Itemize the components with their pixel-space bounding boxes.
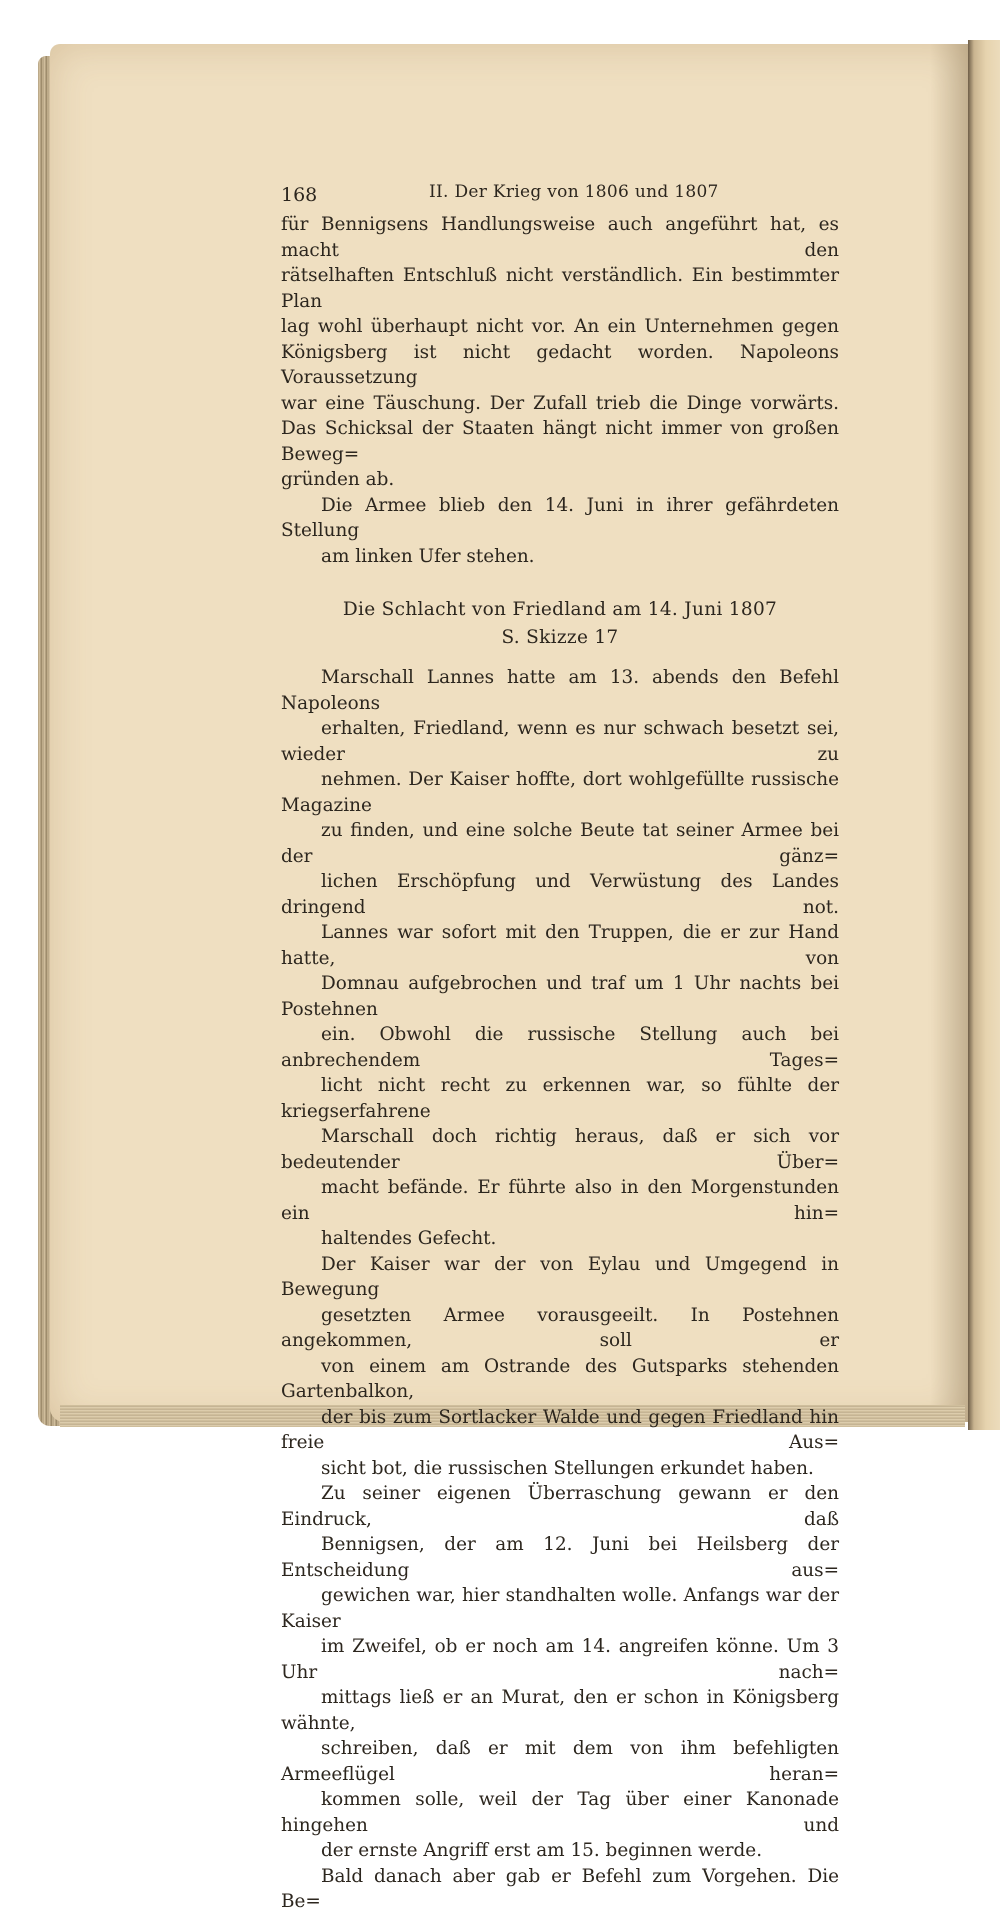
text-line: im Zweifel, ob er noch am 14. angreifen könne. Um 3 Uhr nach= (281, 1636, 839, 1683)
gutter-shadow (930, 44, 970, 1422)
page-content (281, 178, 839, 1915)
text-line: haltendes Gefecht. (321, 1228, 497, 1249)
text-line: von einem am Ostrande des Gutsparks stehenden Gartenbalkon, (281, 1355, 839, 1402)
text-line: Marschall Lannes hatte am 13. abends den Befehl Napoleons (281, 667, 839, 714)
facing-page-edge (968, 40, 1000, 1430)
text-line: schreiben, daß er mit dem von ihm befehligten Armeeflügel heran= (281, 1738, 839, 1785)
text-line: lichen Erschöpfung und Verwüstung des Landes dringend not. (281, 871, 839, 918)
section-subtitle: S. Skizze 17 (501, 627, 619, 648)
text-line: mittags ließ er an Murat, den er schon in Königsberg wähnte, (281, 1687, 839, 1734)
text-line: Bennigsen, der am 12. Juni bei Heilsberg der Entscheidung aus= (281, 1534, 839, 1581)
paragraph-3 (281, 665, 839, 1252)
text-line: gründen ab. (281, 469, 395, 490)
text-line: zu finden, und eine solche Beute tat seiner Armee bei der gänz= (281, 820, 839, 867)
text-line: lag wohl überhaupt nicht vor. An ein Unternehmen gegen (281, 316, 839, 337)
text-line: rätselhaften Entschluß nicht verständlich. Ein bestimmter Plan (281, 265, 839, 312)
text-line: der bis zum Sortlacker Walde und gegen Friedland hin freie Aus= (281, 1406, 839, 1453)
text-line: Domnau aufgebrochen und traf um 1 Uhr nachts bei Postehnen (281, 973, 839, 1020)
text-line: Das Schicksal der Staaten hängt nicht immer von großen Beweg= (281, 418, 839, 465)
text-line: Bald danach aber gab er Befehl zum Vorgehen. Die Be= (281, 1865, 839, 1912)
text-line: erhalten, Friedland, wenn es nur schwach besetzt sei, wieder zu (281, 718, 839, 765)
text-line: Lannes war sofort mit den Truppen, die er zur Hand hatte, von (281, 922, 839, 969)
paragraph-6 (281, 1864, 839, 1915)
text-line: der ernste Angriff erst am 15. beginnen werde. (321, 1840, 763, 1861)
paragraph-2 (281, 493, 839, 570)
paragraph-1 (281, 212, 839, 493)
text-line: licht nicht recht zu erkennen war, so fühlte der kriegserfahrene (281, 1075, 839, 1122)
running-head: II. Der Krieg von 1806 und 1807 (429, 182, 719, 202)
text-line: Zu seiner eigenen Überraschung gewann er den Eindruck, daß (281, 1483, 839, 1530)
page-number: 168 (281, 184, 318, 206)
text-line: nehmen. Der Kaiser hoffte, dort wohlgefüllte russische Magazine (281, 769, 839, 816)
paragraph-5 (281, 1481, 839, 1864)
text-line: Die Armee blieb den 14. Juni in ihrer gefährdeten Stellung (281, 494, 839, 541)
text-line: ein. Obwohl die russische Stellung auch bei anbrechendem Tages= (281, 1024, 839, 1071)
text-line: Marschall doch richtig heraus, daß er sich vor bedeutender Über= (281, 1126, 839, 1173)
text-line: war eine Täuschung. Der Zufall trieb die Dinge vorwärts. (281, 392, 839, 414)
text-line: kommen solle, weil der Tag über einer Kanonade hingehen und (281, 1789, 839, 1836)
paragraph-4 (281, 1252, 839, 1482)
text-line: Königsberg ist nicht gedacht worden. Napoleons Voraussetzung (281, 341, 839, 388)
text-line: sicht bot, die russischen Stellungen erkundet haben. (321, 1457, 814, 1479)
text-line: gewichen war, hier standhalten wolle. Anfangs war der Kaiser (281, 1585, 839, 1632)
page-header (281, 178, 839, 212)
text-line: für Bennigsens Handlungsweise auch angeführt hat, es macht den (281, 214, 839, 261)
text-line: gesetzten Armee vorausgeeilt. In Postehnen angekommen, soll er (281, 1304, 839, 1351)
section-title: Die Schlacht von Friedland am 14. Juni 1807 (342, 599, 778, 620)
text-line: Der Kaiser war der von Eylau und Umgegend in Bewegung (281, 1253, 839, 1300)
text-line: macht befände. Er führte also in den Morgenstunden ein hin= (281, 1177, 839, 1224)
text-line: am linken Ufer stehen. (321, 545, 535, 567)
